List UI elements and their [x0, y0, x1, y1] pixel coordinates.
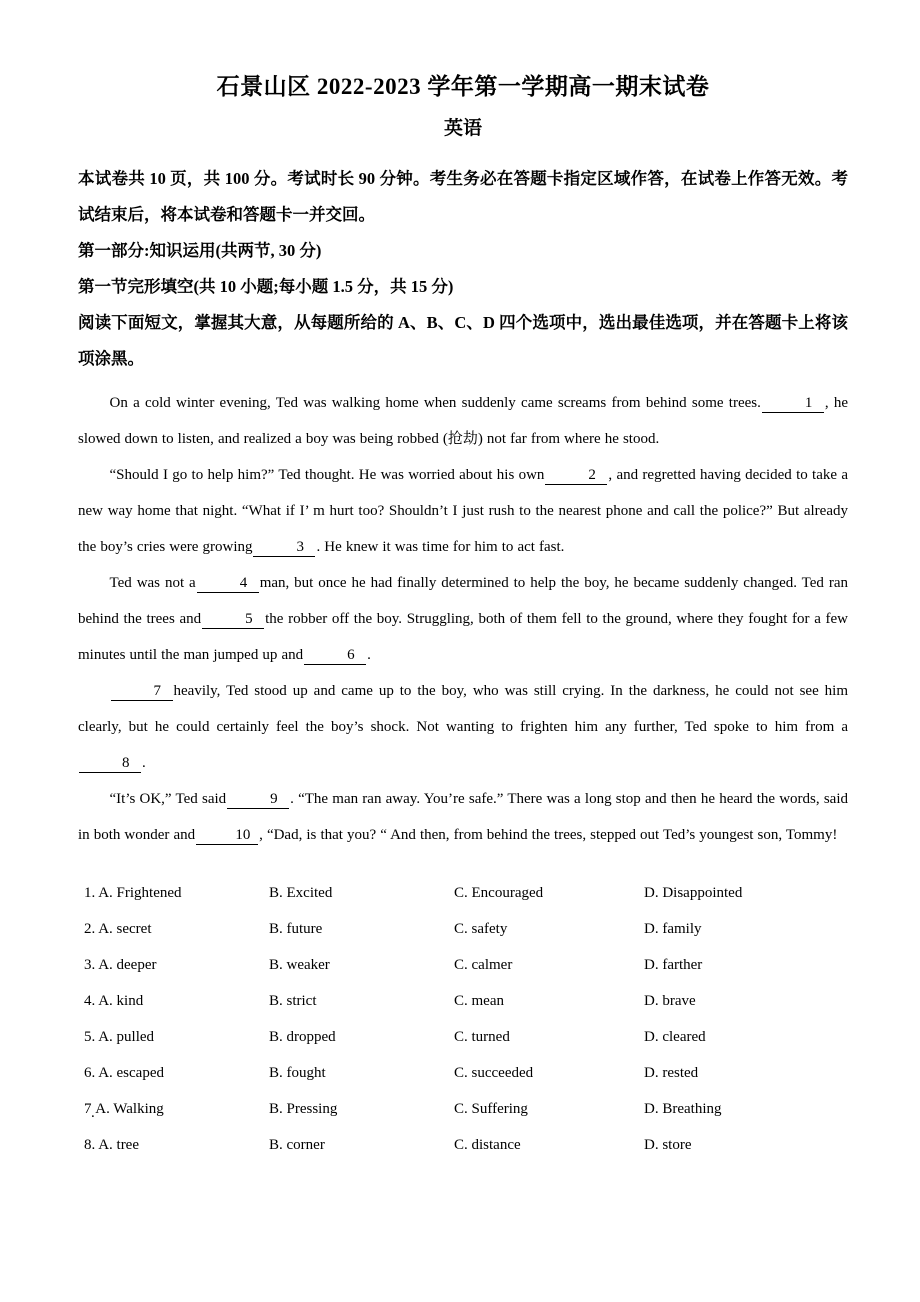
- subject-title: 英语: [443, 117, 482, 139]
- option-c-label: C. safety: [454, 921, 508, 937]
- question-options-list: [84, 875, 848, 1163]
- option-c-label: C. Suffering: [454, 1101, 528, 1117]
- option-c[interactable]: [454, 1091, 644, 1127]
- exam-notice: 本试卷共 10 页，共 100 分。考试时长 90 分钟。考生务必在答题卡指定区域作答，在试卷上作答无效。考试结束后，将本试卷和答题卡一并交回。: [78, 169, 848, 224]
- question-row: [84, 1091, 848, 1127]
- passage-text: . He knew it was time for him to act fast.: [316, 539, 565, 555]
- option-a-label: A. Frightened: [98, 885, 182, 901]
- option-a[interactable]: [84, 1091, 269, 1127]
- option-b[interactable]: [269, 983, 454, 1019]
- question-row: [84, 875, 848, 911]
- cloze-blank-9[interactable]: 9: [227, 792, 289, 809]
- cloze-blank-1[interactable]: 1: [762, 396, 824, 413]
- option-a-label: A. escaped: [98, 1065, 164, 1081]
- cloze-blank-10[interactable]: 10: [196, 828, 258, 845]
- question-row: [84, 1055, 848, 1091]
- passage-text: man, but once he had finally determined to help the boy, he became suddenly changed. Ted ran behind the trees and: [78, 575, 848, 627]
- option-a[interactable]: [84, 875, 269, 911]
- option-a-label: A. kind: [98, 993, 144, 1009]
- passage-text: , “Dad, is that you? “ And then, from behind the trees, stepped out Ted’s youngest son, Tommy!: [259, 827, 838, 843]
- passage-text: heavily, Ted stood up and came up to the boy, who was still crying. In the darkness, he could not see him clearly, but he could certainly feel the boy’s shock. Not wanting to frighten him any further, Ted spoke to him from a: [78, 683, 848, 735]
- question-number: 7: [84, 1101, 92, 1117]
- option-a-label: A. secret: [98, 921, 152, 937]
- passage-text: Ted was not a: [109, 575, 196, 591]
- passage-text: “Should I go to help him?” Ted thought. He was worried about his own: [109, 467, 545, 483]
- option-a[interactable]: [84, 1055, 269, 1091]
- option-c[interactable]: [454, 1019, 644, 1055]
- option-d-label: D. Breathing: [644, 1101, 722, 1117]
- option-c[interactable]: [454, 1127, 644, 1163]
- passage-paragraph-3: [78, 565, 848, 673]
- option-b-label: B. strict: [269, 993, 317, 1009]
- question-number: 5.: [84, 1029, 96, 1045]
- option-a-label: A. deeper: [98, 957, 157, 973]
- option-a[interactable]: [84, 1127, 269, 1163]
- option-a[interactable]: [84, 911, 269, 947]
- option-d-label: D. cleared: [644, 1029, 706, 1045]
- passage-paragraph-1: [78, 385, 848, 457]
- question-row: [84, 1127, 848, 1163]
- question-number: 6.: [84, 1065, 96, 1081]
- option-b[interactable]: [269, 911, 454, 947]
- option-c-label: C. mean: [454, 993, 504, 1009]
- option-c-label: C. Encouraged: [454, 885, 544, 901]
- option-d[interactable]: [644, 1019, 848, 1055]
- option-b[interactable]: [269, 1127, 454, 1163]
- passage-paragraph-4: [78, 673, 848, 781]
- passage-paragraph-2: [78, 457, 848, 565]
- option-d-label: D. family: [644, 921, 702, 937]
- option-d[interactable]: [644, 1127, 848, 1163]
- option-c-label: C. succeeded: [454, 1065, 534, 1081]
- option-b[interactable]: [269, 947, 454, 983]
- question-row: [84, 983, 848, 1019]
- option-c[interactable]: [454, 947, 644, 983]
- option-a[interactable]: [84, 947, 269, 983]
- cloze-blank-5[interactable]: 5: [202, 612, 264, 629]
- option-d[interactable]: [644, 1055, 848, 1091]
- option-d[interactable]: [644, 947, 848, 983]
- passage-text: , he slowed down to listen, and realized a boy was being robbed (抢劫) not far from where he stood.: [78, 395, 848, 447]
- option-d[interactable]: [644, 1091, 848, 1127]
- option-c-label: C. calmer: [454, 957, 513, 973]
- question-number-dot: .: [91, 1105, 95, 1121]
- option-d[interactable]: [644, 983, 848, 1019]
- option-c-label: C. turned: [454, 1029, 510, 1045]
- option-c[interactable]: [454, 911, 644, 947]
- passage-text: .: [142, 755, 146, 771]
- option-d-label: D. store: [644, 1137, 692, 1153]
- option-d[interactable]: [644, 911, 848, 947]
- section-one-heading: 第一节完形填空(共 10 小题;每小题 1.5 分，共 15 分): [78, 277, 454, 296]
- option-a-label: A. tree: [98, 1137, 139, 1153]
- option-a-label: A. Walking: [95, 1101, 164, 1117]
- question-number: 2.: [84, 921, 96, 937]
- passage-text: , and regretted having decided to take a new way home that night. “What if I’ m hurt too? Shouldn’t I just rush to the nearest phone and call the police?” But already the boy’s cries were growing: [78, 467, 848, 555]
- option-d-label: D. rested: [644, 1065, 699, 1081]
- passage-text: On a cold winter evening, Ted was walking home when suddenly came screams from behind some trees.: [109, 395, 761, 411]
- question-row: [84, 947, 848, 983]
- cloze-passage: [78, 385, 848, 853]
- option-b[interactable]: [269, 1091, 454, 1127]
- option-a-label: A. pulled: [98, 1029, 155, 1045]
- cloze-blank-7[interactable]: 7: [111, 684, 173, 701]
- option-b[interactable]: [269, 1019, 454, 1055]
- option-a[interactable]: [84, 983, 269, 1019]
- question-row: [84, 1019, 848, 1055]
- option-b-label: B. corner: [269, 1137, 325, 1153]
- option-c-label: C. distance: [454, 1137, 521, 1153]
- question-row: [84, 911, 848, 947]
- option-c[interactable]: [454, 983, 644, 1019]
- option-c[interactable]: [454, 1055, 644, 1091]
- cloze-blank-3[interactable]: 3: [253, 540, 315, 557]
- passage-paragraph-5: [78, 781, 848, 853]
- option-b[interactable]: [269, 1055, 454, 1091]
- option-b-label: B. Pressing: [269, 1101, 338, 1117]
- question-number: 8.: [84, 1137, 96, 1153]
- passage-text: the robber off the boy. Struggling, both of them fell to the ground, where they fought for a few minutes until the man jumped up and: [78, 611, 848, 663]
- passage-text: .: [367, 647, 371, 663]
- passage-text: . “The man ran away. You’re safe.” There was a long stop and then he heard the words, said in both wonder and: [78, 791, 848, 843]
- cloze-blank-4[interactable]: 4: [197, 576, 259, 593]
- option-b-label: B. fought: [269, 1065, 326, 1081]
- cloze-blank-2[interactable]: 2: [545, 468, 607, 485]
- option-b-label: B. future: [269, 921, 323, 937]
- option-d[interactable]: [644, 875, 848, 911]
- passage-text: “It’s OK,” Ted said: [109, 791, 227, 807]
- option-d-label: D. farther: [644, 957, 703, 973]
- option-b-label: B. Excited: [269, 885, 333, 901]
- option-b-label: B. weaker: [269, 957, 330, 973]
- question-number: 1.: [84, 885, 96, 901]
- question-number: 3.: [84, 957, 96, 973]
- page-title: 石景山区 2022-2023 学年第一学期高一期末试卷: [216, 74, 710, 99]
- option-d-label: D. Disappointed: [644, 885, 743, 901]
- option-c[interactable]: [454, 875, 644, 911]
- option-d-label: D. brave: [644, 993, 696, 1009]
- option-a[interactable]: [84, 1019, 269, 1055]
- cloze-direction: 阅读下面短文，掌握其大意，从每题所给的 A、B、C、D 四个选项中，选出最佳选项，并在答题卡上将该项涂黑。: [78, 313, 848, 368]
- cloze-blank-6[interactable]: 6: [304, 648, 366, 665]
- part-one-heading: 第一部分:知识运用(共两节, 30 分): [78, 241, 322, 260]
- option-b[interactable]: [269, 875, 454, 911]
- cloze-blank-8[interactable]: 8: [79, 756, 141, 773]
- question-number: 4.: [84, 993, 96, 1009]
- option-b-label: B. dropped: [269, 1029, 336, 1045]
